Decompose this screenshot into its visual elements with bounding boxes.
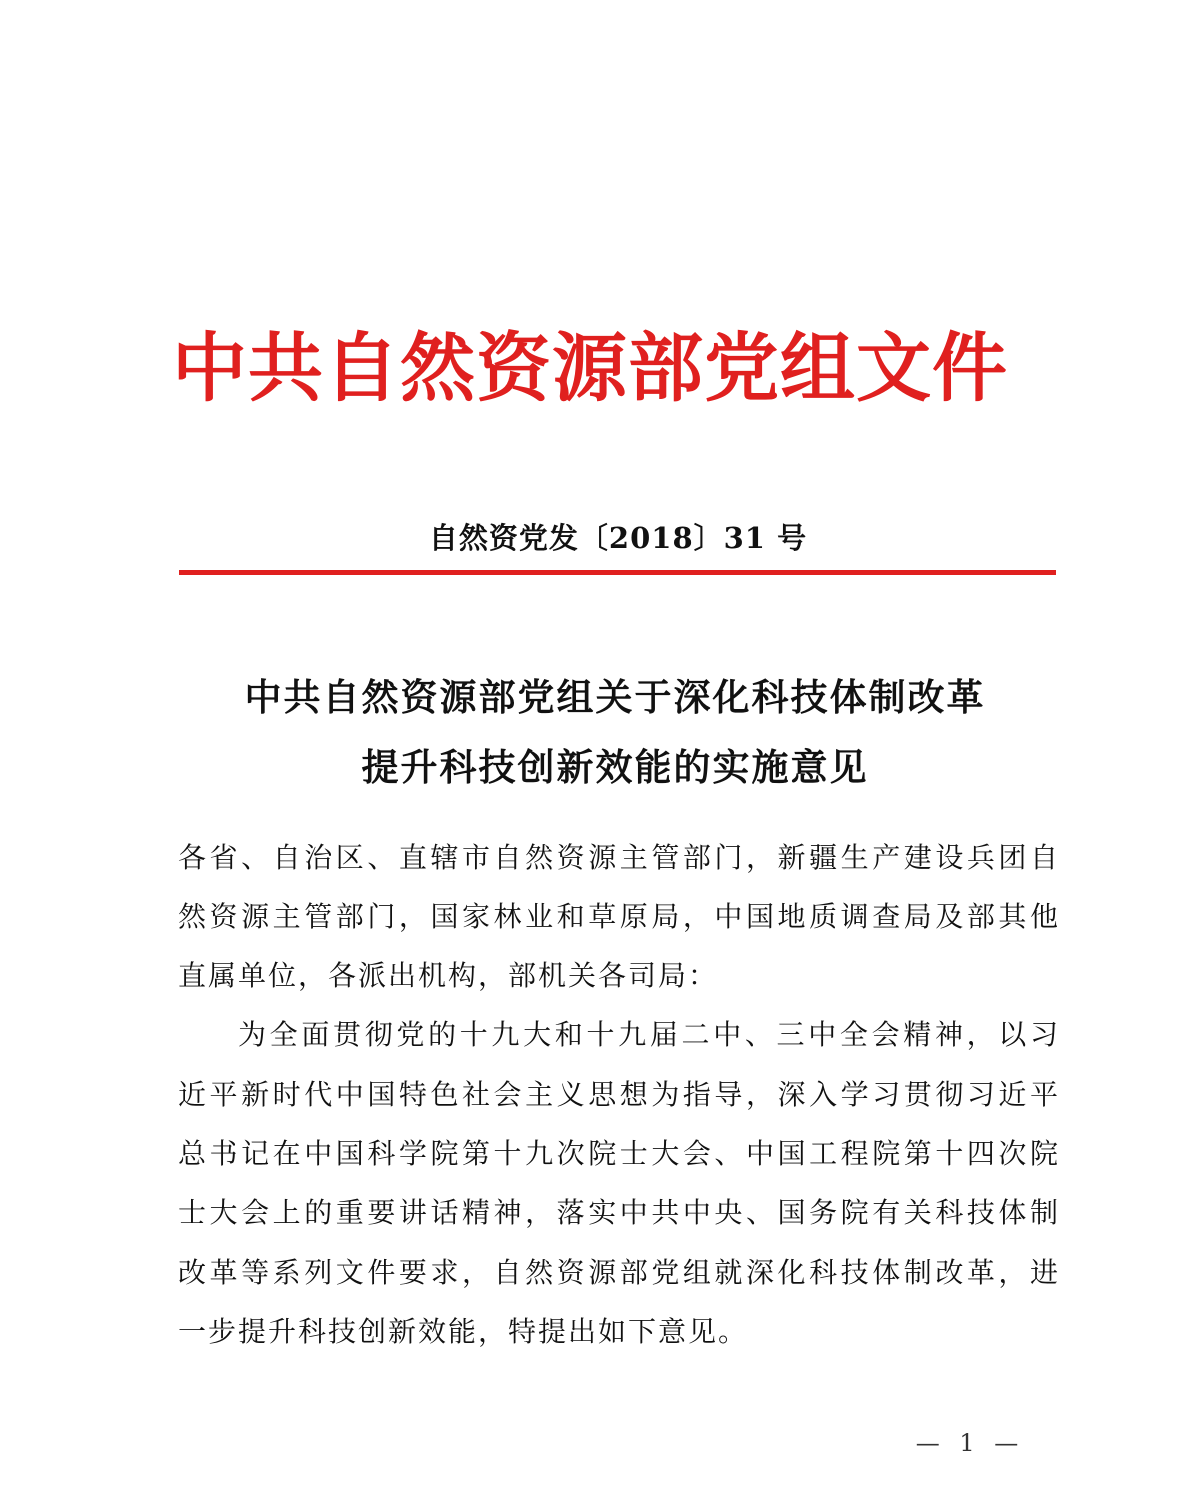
red-separator-rule <box>179 570 1056 575</box>
page-number: — 1 — <box>915 1429 1025 1457</box>
paragraph-line: 改革等系列文件要求，自然资源部党组就深化科技体制改革，进 <box>178 1256 1058 1289</box>
paragraph-line: 士大会上的重要讲话精神，落实中共中央、国务院有关科技体制 <box>178 1196 1058 1229</box>
paragraph-line: 为全面贯彻党的十九大和十九届二中、三中全会精神，以习 <box>238 1018 1058 1051</box>
paragraph-line: 总书记在中国科学院第十九次院士大会、中国工程院第十四次院 <box>178 1137 1058 1170</box>
addressee-line: 各省、自治区、直辖市自然资源主管部门，新疆生产建设兵团自 <box>178 841 1058 874</box>
document-title-line-1: 中共自然资源部党组关于深化科技体制改革 <box>244 676 986 719</box>
addressee-line: 直属单位，各派出机构，部机关各司局： <box>178 959 719 992</box>
document-header-title: 中共自然资源部党组文件 <box>171 324 1008 412</box>
addressee-line: 然资源主管部门，国家林业和草原局，中国地质调查局及部其他 <box>178 900 1058 933</box>
paragraph-line: 近平新时代中国特色社会主义思想为指导，深入学习贯彻习近平 <box>178 1078 1058 1111</box>
document-number: 自然资党发〔2018〕31 号 <box>428 521 808 555</box>
document-title-line-2: 提升科技创新效能的实施意见 <box>361 746 869 789</box>
paragraph-line: 一步提升科技创新效能，特提出如下意见。 <box>178 1315 749 1348</box>
